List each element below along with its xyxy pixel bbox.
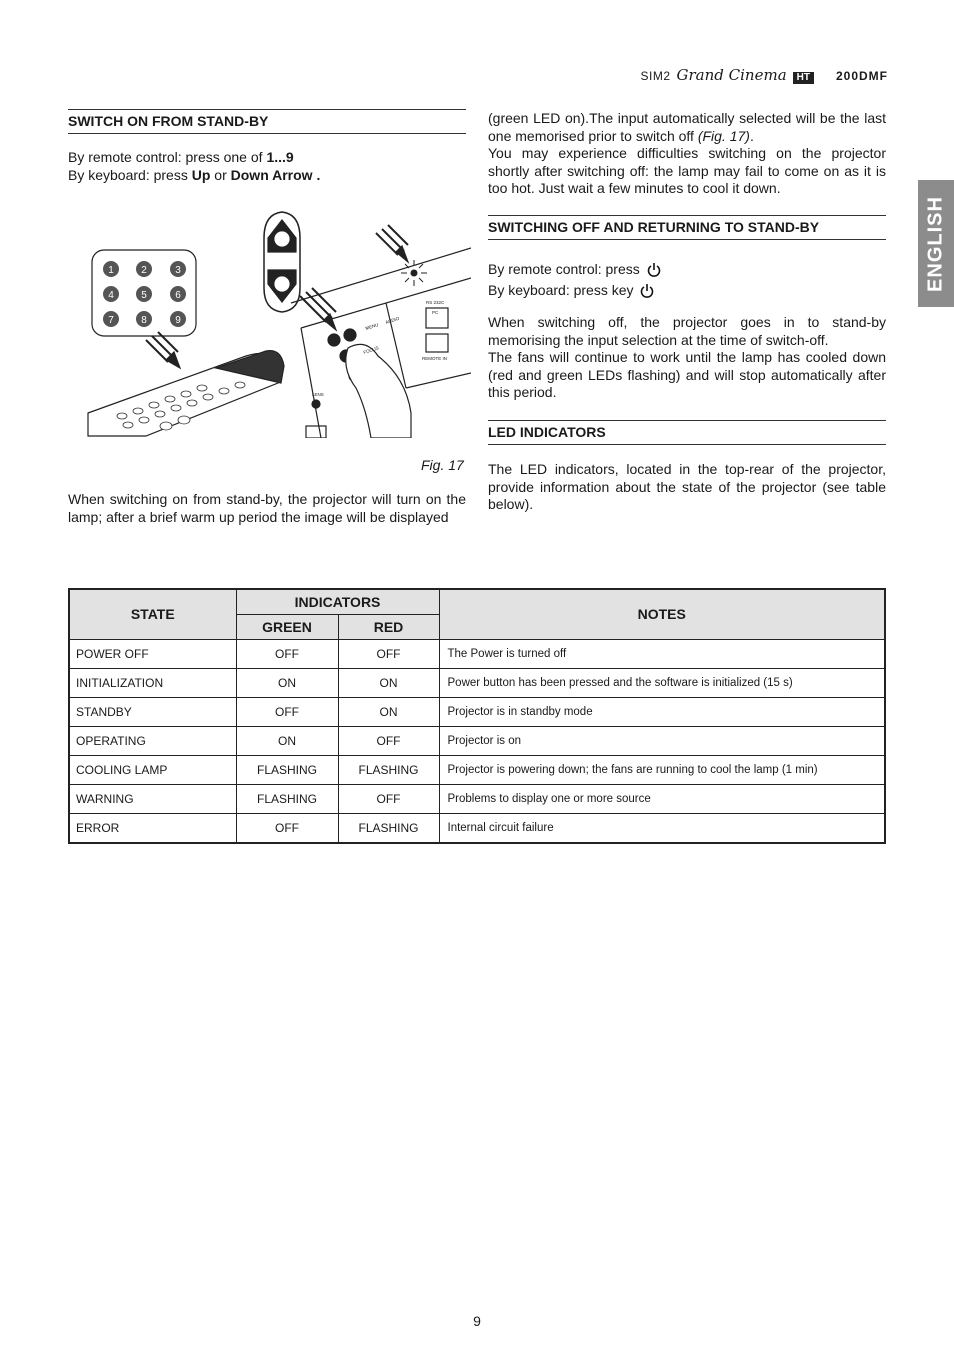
cell-green: OFF bbox=[236, 697, 338, 726]
header-green: GREEN bbox=[236, 614, 338, 639]
table-row bbox=[69, 813, 885, 843]
panel-label: RS 232C bbox=[426, 300, 445, 305]
model-name: 200DMF bbox=[835, 69, 888, 83]
switch-on-continuation bbox=[488, 110, 886, 198]
cell-note: Projector is on bbox=[439, 726, 885, 755]
cell-green: FLASHING bbox=[236, 784, 338, 813]
keypad-key: 1 bbox=[108, 265, 114, 276]
power-icon bbox=[647, 262, 661, 277]
cell-red: ON bbox=[338, 668, 439, 697]
header-brand bbox=[641, 66, 888, 84]
key-up: Up bbox=[191, 166, 211, 183]
cell-red: OFF bbox=[338, 784, 439, 813]
switch-off-instructions bbox=[488, 259, 886, 301]
led-indicator-table bbox=[68, 588, 886, 844]
section-heading-switch-off: SWITCHING OFF AND RETURNING TO STAND-BY bbox=[488, 215, 886, 240]
cell-red: OFF bbox=[338, 639, 439, 668]
cell-note: Problems to display one or more source bbox=[439, 784, 885, 813]
cell-note: Projector is powering down; the fans are running to cool the lamp (1 min) bbox=[439, 755, 885, 784]
cell-red: ON bbox=[338, 697, 439, 726]
table-row bbox=[69, 726, 885, 755]
switch-off-memorise-text: When switching off, the projector goes in to stand-by memorising the input selection at the time of switch-off. bbox=[488, 314, 886, 348]
header-state: STATE bbox=[69, 589, 236, 639]
header-red: RED bbox=[338, 614, 439, 639]
off-keyboard-text: By keyboard: press key bbox=[488, 282, 634, 298]
figure-caption: Fig. 17 bbox=[421, 457, 464, 473]
power-icon bbox=[640, 283, 654, 298]
continuation-end: . bbox=[749, 127, 754, 144]
section-heading-switch-on: SWITCH ON FROM STAND-BY bbox=[68, 109, 466, 134]
cell-state: WARNING bbox=[69, 784, 236, 813]
cell-note: The Power is turned off bbox=[439, 639, 885, 668]
cell-green: ON bbox=[236, 668, 338, 697]
table-row bbox=[69, 784, 885, 813]
keyboard-instruction-text: By keyboard: press bbox=[68, 166, 192, 183]
cell-note: Internal circuit failure bbox=[439, 813, 885, 843]
brand-badge: HT bbox=[793, 72, 814, 84]
figure-17-illustration bbox=[86, 208, 471, 438]
cell-state: OPERATING bbox=[69, 726, 236, 755]
header-notes: NOTES bbox=[439, 589, 885, 639]
page-number: 9 bbox=[473, 1313, 481, 1329]
off-remote-instruction bbox=[488, 259, 886, 280]
off-keyboard-instruction bbox=[488, 280, 886, 301]
cell-red: FLASHING bbox=[338, 755, 439, 784]
keypad-key: 9 bbox=[175, 315, 181, 326]
switch-off-fans-text: The fans will continue to work until the lamp has cooled down (red and green LEDs flashing) and will stop automatically after this period. bbox=[488, 349, 886, 400]
switch-on-body: When switching on from stand-by, the projector will turn on the lamp; after a brief warm up period the image will be displayed bbox=[68, 491, 466, 525]
continuation-text: (green LED on).The input automatically selected will be the last one memorised prior to switch off bbox=[488, 110, 886, 144]
cell-state: STANDBY bbox=[69, 697, 236, 726]
cell-note: Projector is in standby mode bbox=[439, 697, 885, 726]
figure-reference: (Fig. 17) bbox=[697, 127, 750, 144]
hot-lamp-note: You may experience difficulties switching on the projector shortly after switching off: the lamp may fail to come on as it is too hot. Just wait a few minutes to cool it down. bbox=[488, 145, 886, 196]
panel-label: FOCUS bbox=[362, 345, 380, 355]
cell-note: Power button has been pressed and the software is initialized (15 s) bbox=[439, 668, 885, 697]
keyboard-instruction bbox=[68, 167, 466, 185]
panel-label: LENS bbox=[312, 392, 324, 397]
switch-off-body bbox=[488, 314, 886, 402]
table-row bbox=[69, 755, 885, 784]
cell-state: INITIALIZATION bbox=[69, 668, 236, 697]
keypad-key: 5 bbox=[141, 290, 147, 301]
remote-keys: 1...9 bbox=[266, 149, 294, 165]
brand-script: Grand Cinema bbox=[676, 66, 787, 84]
keypad-key: 7 bbox=[108, 315, 114, 326]
cell-red: FLASHING bbox=[338, 813, 439, 843]
led-body: The LED indicators, located in the top-rear of the projector, provide information about the state of the projector (see table below). bbox=[488, 461, 886, 512]
keypad-key: 3 bbox=[175, 265, 181, 276]
off-remote-text: By remote control: press bbox=[488, 261, 640, 277]
key-down-arrow: Down Arrow . bbox=[230, 166, 321, 183]
remote-instruction bbox=[68, 149, 466, 167]
panel-label: MENU bbox=[364, 322, 379, 331]
switch-on-instructions bbox=[68, 149, 466, 184]
header-indicators: INDICATORS bbox=[236, 589, 439, 614]
table-row bbox=[69, 697, 885, 726]
remote-instruction-text: By remote control: press one of bbox=[68, 149, 267, 165]
cell-green: FLASHING bbox=[236, 755, 338, 784]
cell-red: OFF bbox=[338, 726, 439, 755]
language-tab-label: ENGLISH bbox=[924, 195, 947, 292]
table-row bbox=[69, 639, 885, 668]
table-row bbox=[69, 668, 885, 697]
brand-prefix: SIM2 bbox=[640, 69, 671, 83]
panel-label: PC bbox=[432, 310, 439, 315]
keyboard-or: or bbox=[210, 166, 231, 183]
section-heading-led: LED INDICATORS bbox=[488, 420, 886, 445]
cell-state: POWER OFF bbox=[69, 639, 236, 668]
language-tab bbox=[918, 180, 954, 307]
cell-state: COOLING LAMP bbox=[69, 755, 236, 784]
panel-label: REMOTE IN bbox=[422, 356, 448, 361]
panel-label: AUDIO bbox=[384, 315, 400, 325]
keypad-key: 6 bbox=[175, 290, 181, 301]
keypad-key: 2 bbox=[141, 265, 147, 276]
keypad-key: 8 bbox=[141, 315, 147, 326]
cell-state: ERROR bbox=[69, 813, 236, 843]
keypad-key: 4 bbox=[108, 290, 114, 301]
cell-green: ON bbox=[236, 726, 338, 755]
cell-green: OFF bbox=[236, 813, 338, 843]
cell-green: OFF bbox=[236, 639, 338, 668]
